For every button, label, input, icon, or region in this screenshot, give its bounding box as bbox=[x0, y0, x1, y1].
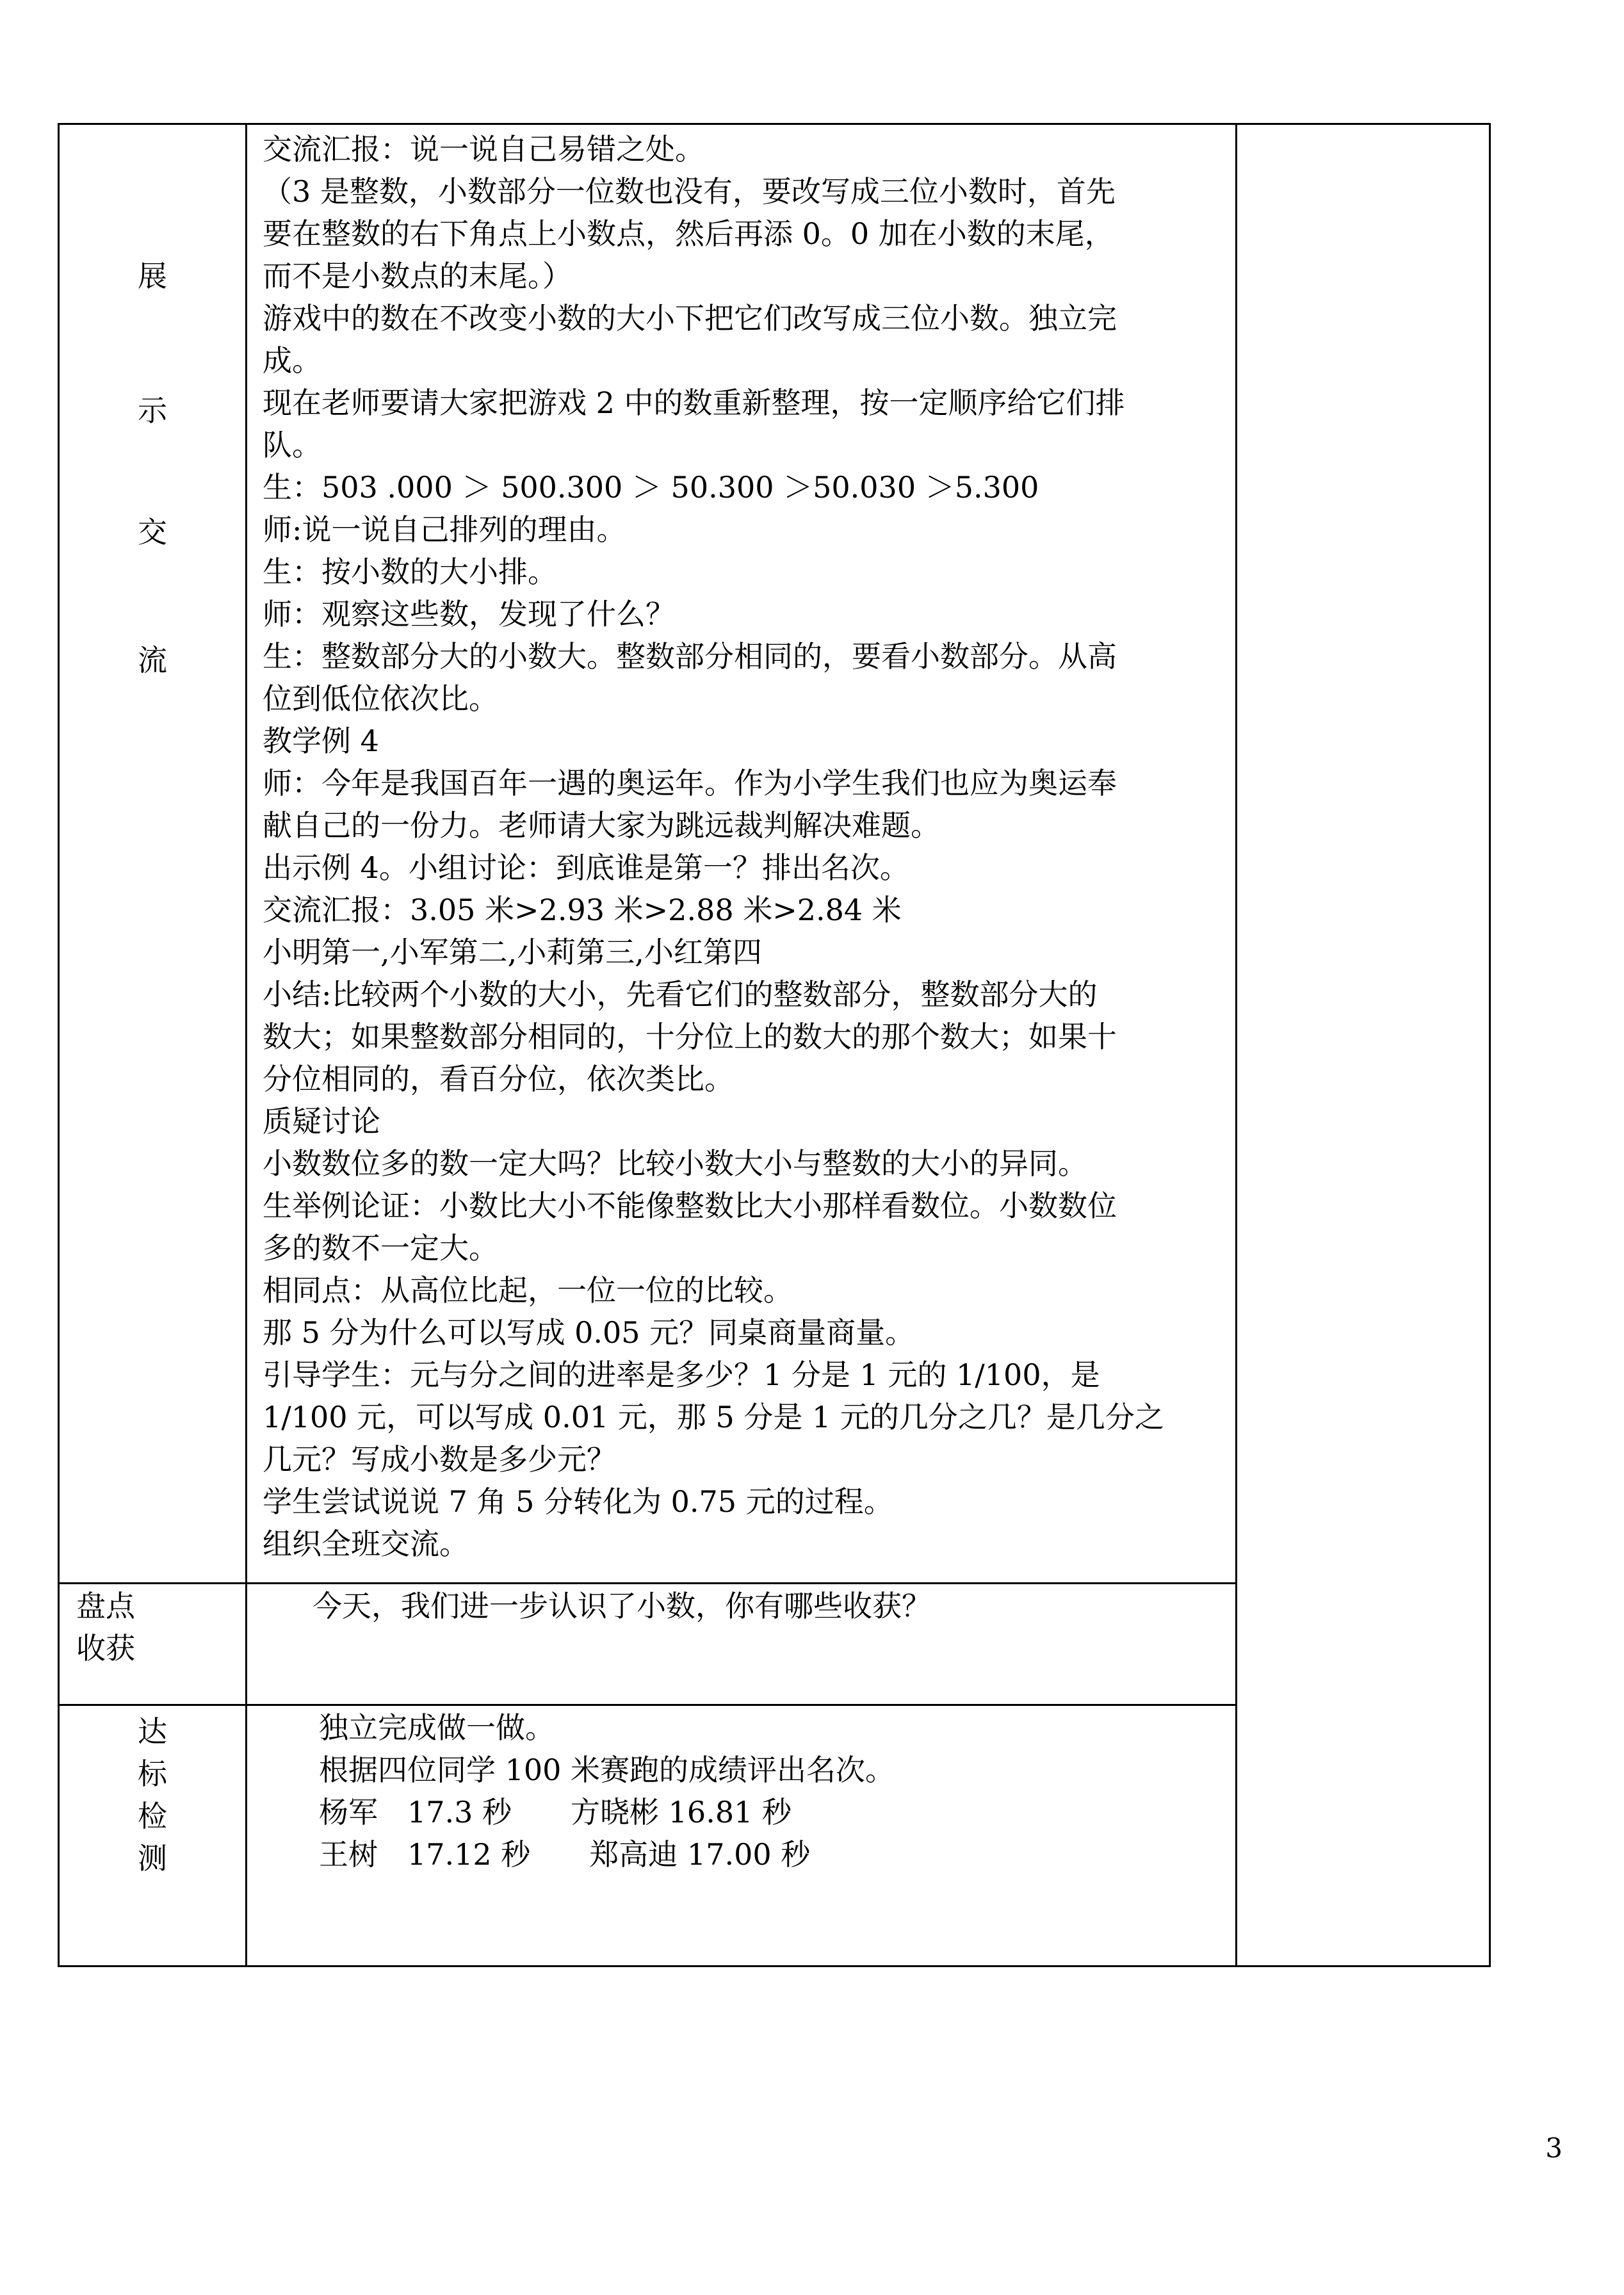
text-line: 学生尝试说说 7 角 5 分转化为 0.75 元的过程。 bbox=[263, 1484, 893, 1519]
standard-test-label bbox=[133, 1707, 172, 1963]
text-line: 那 5 分为什么可以写成 0.05 元？同桌商量商量。 bbox=[263, 1315, 915, 1350]
label-char: 测 bbox=[138, 1841, 167, 1876]
text-line: 今天，我们进一步认识了小数，你有哪些收获？ bbox=[313, 1589, 931, 1623]
label-char: 交 bbox=[138, 515, 167, 549]
text-line: 数大；如果整数部分相同的，十分位上的数大的那个数大；如果十 bbox=[263, 1019, 1117, 1054]
text-line: 游戏中的数在不改变小数的大小下把它们改写成三位小数。独立完 bbox=[263, 301, 1117, 336]
label-line: 盘点 bbox=[76, 1589, 135, 1623]
display-exchange-label bbox=[133, 125, 172, 1582]
text-line: 师：今年是我国百年一遇的奥运年。作为小学生我们也应为奥运奉 bbox=[263, 766, 1117, 800]
text-line: 队。 bbox=[263, 428, 321, 462]
label-char: 达 bbox=[138, 1714, 167, 1749]
text-line: 现在老师要请大家把游戏 2 中的数重新整理，按一定顺序给它们排 bbox=[263, 385, 1125, 420]
label-char: 流 bbox=[138, 643, 167, 677]
column-divider-1 bbox=[245, 125, 247, 1965]
text-line: 王树 17.12 秒 郑高迪 17.00 秒 bbox=[319, 1837, 811, 1872]
text-line: 生举例论证：小数比大小不能像整数比大小那样看数位。小数数位 bbox=[263, 1188, 1117, 1223]
summary-content bbox=[313, 1585, 1222, 1627]
label-char: 展 bbox=[138, 259, 167, 293]
column-divider-2 bbox=[1235, 125, 1237, 1965]
text-line: 分位相同的，看百分位，依次类比。 bbox=[263, 1062, 734, 1096]
text-line: 根据四位同学 100 米赛跑的成绩评出名次。 bbox=[319, 1753, 895, 1787]
text-line: 师:说一说自己排列的理由。 bbox=[263, 512, 626, 547]
text-line: 引导学生：元与分之间的进率是多少？1 分是 1 元的 1/100，是 bbox=[263, 1358, 1100, 1392]
text-line: 成。 bbox=[263, 343, 321, 378]
text-line: 出示例 4。小组讨论：到底谁是第一？排出名次。 bbox=[263, 850, 909, 885]
lesson-table bbox=[58, 123, 1491, 1967]
text-line: 杨军 17.3 秒 方晓彬 16.81 秒 bbox=[319, 1795, 792, 1829]
summary-label bbox=[76, 1585, 236, 1669]
page-number: 3 bbox=[1545, 2132, 1563, 2164]
display-exchange-content bbox=[263, 128, 1230, 1565]
text-line: 质疑讨论 bbox=[263, 1104, 380, 1139]
text-line: 多的数不一定大。 bbox=[263, 1231, 498, 1265]
text-line: 要在整数的右下角点上小数点，然后再添 0。0 加在小数的末尾， bbox=[263, 216, 1114, 251]
row-divider-1 bbox=[60, 1582, 1237, 1584]
text-line: 献自己的一份力。老师请大家为跳远裁判解决难题。 bbox=[263, 808, 940, 843]
label-line: 收获 bbox=[76, 1631, 135, 1666]
text-line: （3 是整数，小数部分一位数也没有，要改写成三位小数时，首先 bbox=[263, 174, 1116, 209]
text-line: 几元？写成小数是多少元？ bbox=[263, 1442, 616, 1477]
text-line: 小数数位多的数一定大吗？比较小数大小与整数的大小的异同。 bbox=[263, 1146, 1087, 1181]
text-line: 交流汇报：说一说自己易错之处。 bbox=[263, 132, 704, 166]
text-line: 生：整数部分大的小数大。整数部分相同的，要看小数部分。从高 bbox=[263, 639, 1117, 674]
text-line: 师：观察这些数，发现了什么？ bbox=[263, 597, 675, 631]
label-char: 检 bbox=[138, 1799, 167, 1833]
text-line: 小结:比较两个小数的大小，先看它们的整数部分，整数部分大的 bbox=[263, 977, 1098, 1012]
label-char: 标 bbox=[138, 1756, 167, 1791]
text-line: 小明第一,小军第二,小莉第三,小红第四 bbox=[263, 935, 762, 969]
text-line: 相同点：从高位比起，一位一位的比较。 bbox=[263, 1273, 793, 1308]
text-line: 组织全班交流。 bbox=[263, 1527, 469, 1561]
row-divider-2 bbox=[60, 1704, 1237, 1706]
text-line: 1/100 元，可以写成 0.01 元，那 5 分是 1 元的几分之几？是几分之 bbox=[263, 1400, 1164, 1434]
text-line: 生：按小数的大小排。 bbox=[263, 555, 557, 589]
text-line: 而不是小数点的末尾。） bbox=[263, 259, 572, 293]
standard-test-content bbox=[319, 1707, 1222, 1876]
label-char: 示 bbox=[138, 393, 167, 428]
text-line: 生：503 .000 ＞ 500.300 ＞ 50.300 ＞50.030 ＞5.300 bbox=[263, 470, 1039, 505]
text-line: 独立完成做一做。 bbox=[319, 1710, 555, 1745]
text-line: 交流汇报：3.05 米>2.93 米>2.88 米>2.84 米 bbox=[263, 893, 902, 927]
text-line: 教学例 4 bbox=[263, 724, 379, 758]
text-line: 位到低位依次比。 bbox=[263, 681, 498, 716]
